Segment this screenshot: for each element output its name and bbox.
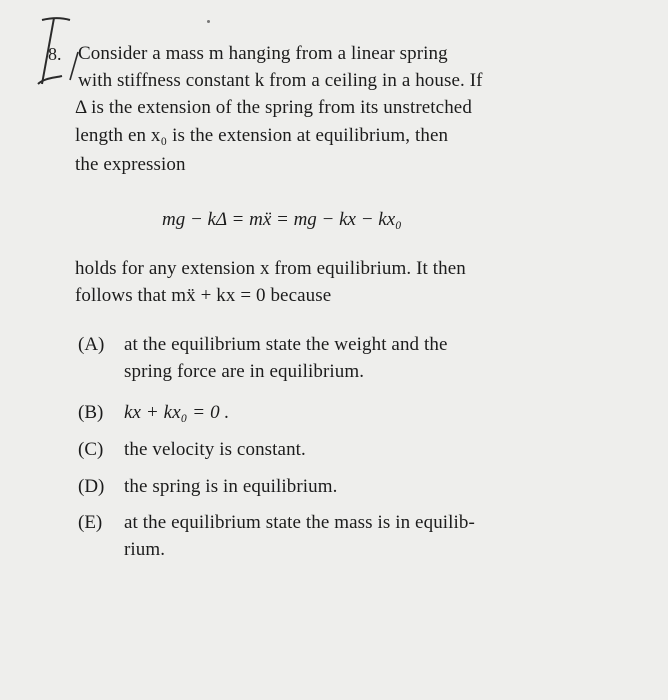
question-line-5: the expression — [75, 154, 186, 175]
option-a-letter: (A) — [78, 334, 105, 355]
question-line-4: length en x₀ is the extension at equilibrium, then — [75, 125, 449, 146]
option-c-letter: (C) — [78, 439, 104, 460]
question-number: 8. — [48, 44, 62, 64]
question-line-3: Δ is the extension of the spring from its unstretched — [75, 97, 472, 118]
option-b-letter: (B) — [78, 402, 104, 423]
option-d-letter: (D) — [78, 476, 105, 497]
question-line-2: with stiffness constant k from a ceiling in a house. If — [78, 70, 483, 91]
equation: mg − kΔ = mẍ = mg − kx − kx₀ — [162, 209, 402, 230]
option-a-line-1: at the equilibrium state the weight and the — [124, 334, 448, 355]
option-e-line-1: at the equilibrium state the mass is in equilib- — [124, 512, 475, 533]
ink-dot — [207, 20, 210, 23]
option-e-letter: (E) — [78, 512, 103, 533]
option-d-line-1: the spring is in equilibrium. — [124, 476, 338, 497]
option-e-line-2: rium. — [124, 539, 166, 560]
option-a-line-2: spring force are in equilibrium. — [124, 361, 365, 382]
option-c-line-1: the velocity is constant. — [124, 439, 306, 460]
question-after-line-2: follows that mẍ + kx = 0 because — [75, 285, 332, 306]
option-b-line-1: kx + kx₀ = 0 . — [124, 402, 230, 423]
question-after-line-1: holds for any extension x from equilibrium. It then — [75, 258, 466, 279]
question-line-1: Consider a mass m hanging from a linear spring — [78, 43, 448, 64]
